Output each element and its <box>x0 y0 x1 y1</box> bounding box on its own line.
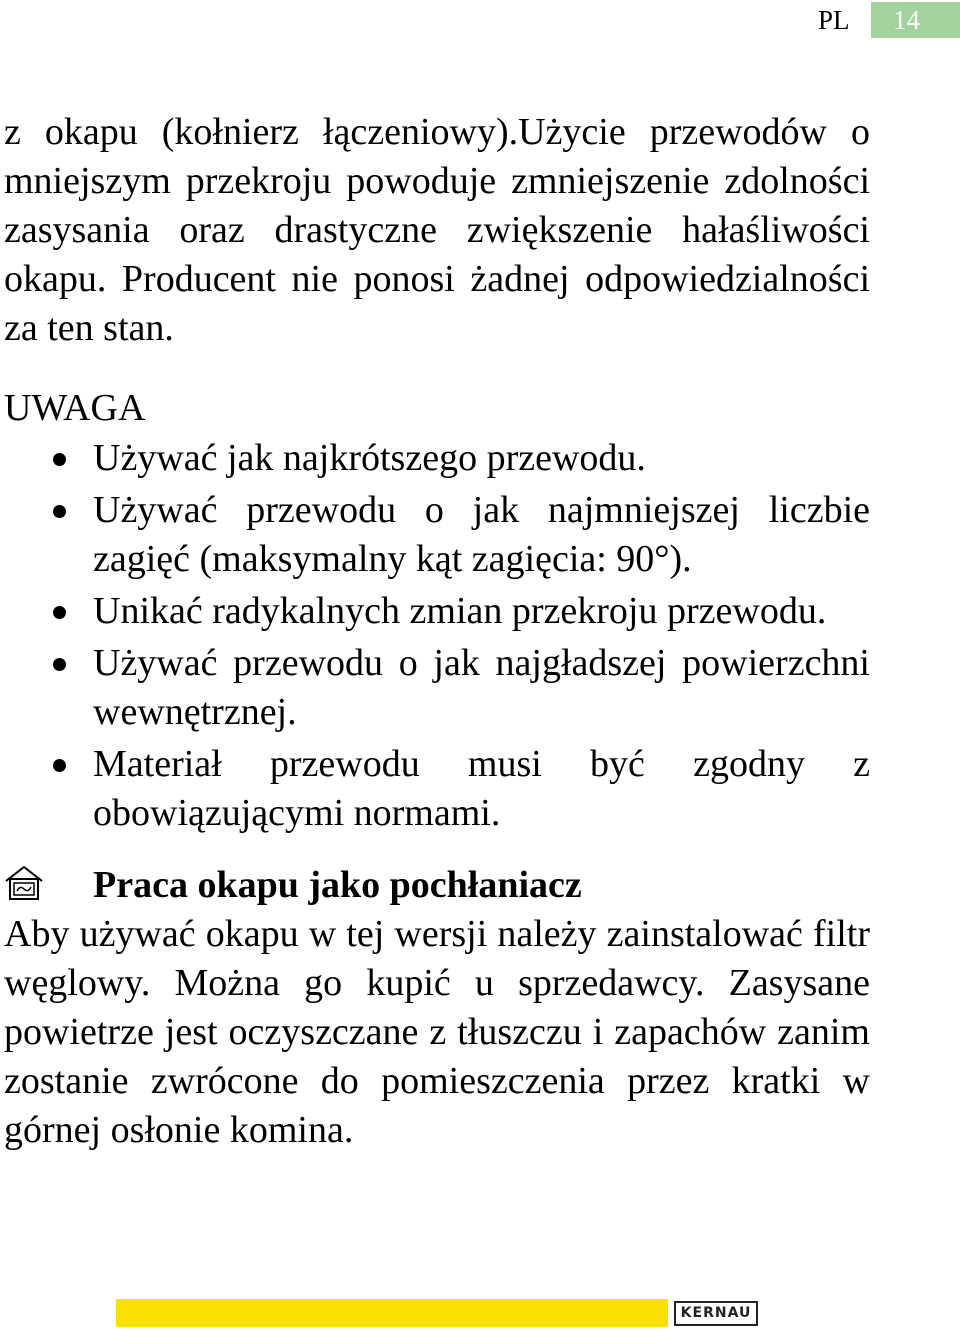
bullet-icon <box>53 453 66 466</box>
section-title: Praca okapu jako pochłaniacz <box>93 864 582 906</box>
warning-list <box>4 434 870 838</box>
list-item: Używać przewodu o jak najgładszej powierzchni wewnętrznej. <box>4 639 870 737</box>
bullet-icon <box>53 759 66 772</box>
intro-paragraph: z okapu (kołnierz łączeniowy).Użycie przewodów o mniejszym przekroju powoduje zmniejszenie zdolności zasysania oraz drastyczne zwiększenie hałaśliwości okapu. Producent nie ponosi żadnej odpowiedzialności za ten stan. <box>4 111 870 349</box>
page-number: 14 <box>871 2 960 38</box>
footer-bar <box>116 1299 668 1327</box>
language-label: PL <box>818 5 850 35</box>
list-item: Używać przewodu o jak najmniejszej liczbie zagięć (maksymalny kąt zagięcia: 90°). <box>4 486 870 584</box>
bullet-icon <box>53 505 66 518</box>
recirculation-hood-icon <box>4 865 44 901</box>
page-content <box>4 108 870 1155</box>
list-item: Używać jak najkrótszego przewodu. <box>4 434 870 483</box>
list-item: Materiał przewodu musi być zgodny z obowiązującymi normami. <box>4 740 870 838</box>
section-heading <box>4 861 870 910</box>
section-paragraph: Aby używać okapu w tej wersji należy zainstalować filtr węglowy. Można go kupić u sprzedawcy. Zasysane powietrze jest oczyszczane z tłuszczu i zapachów zanim zostanie zwrócone do pomieszczenia przez kratki w górnej osłonie komina. <box>4 913 870 1151</box>
bullet-icon <box>53 658 66 671</box>
bullet-icon <box>53 606 66 619</box>
brand-logo: KERNAU <box>674 1301 758 1326</box>
list-item: Unikać radykalnych zmian przekroju przewodu. <box>4 587 870 636</box>
warning-title: UWAGA <box>4 387 146 429</box>
